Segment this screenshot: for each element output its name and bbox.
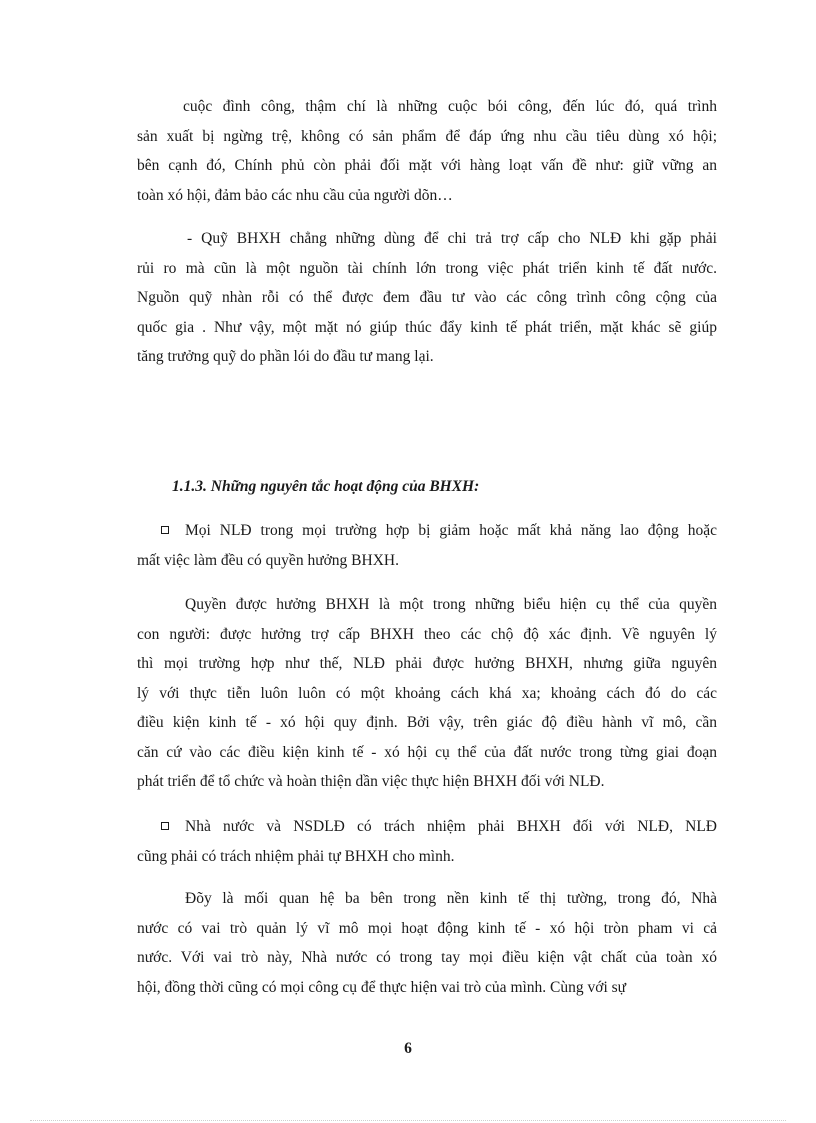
paragraph-line: Đõy là mối quan hệ ba bên trong nền kinh tế thị tường, trong đó, Nhà (185, 890, 717, 907)
paragraph-line: mất việc làm đều có quyền hưởng BHXH. (137, 551, 399, 569)
paragraph-line: nước có vai trò quản lý vĩ mô mọi hoạt động kinh tế - xó hội tròn pham vi cả (137, 919, 717, 937)
paragraph-line: điều kiện kinh tế - xó hội quy định. Bởi vậy, trên giác độ điều hành vĩ mô, cần (137, 714, 717, 731)
paragraph-line: bên cạnh đó, Chính phủ còn phải đối mặt với hàng loạt vấn đề như: giữ vững an (137, 157, 717, 174)
paragraph-line: Mọi NLĐ trong mọi trường hợp bị giảm hoặc mất khả năng lao động hoặc (185, 522, 717, 539)
section-heading: 1.1.3. Những nguyên tắc hoạt động của BHXH: (172, 478, 480, 495)
paragraph-line: Nguồn quỹ nhàn rỗi có thể được đem đầu tư vào các công trình công cộng của (137, 289, 717, 306)
page-bottom-divider (30, 1120, 786, 1121)
paragraph-line: lý với thực tiễn luôn luôn có một khoảng cách khá xa; khoảng cách đó do các (137, 684, 717, 702)
square-bullet-icon (161, 526, 169, 534)
paragraph-line: quốc gia . Như vậy, một mặt nó giúp thúc đẩy kinh tế phát triển, mặt khác sẽ giúp (137, 318, 717, 336)
paragraph-4 (137, 884, 717, 1002)
paragraph-line: hội, đồng thời cũng có mọi công cụ để thực hiện vai trò của mình. Cùng với sự (137, 978, 627, 996)
square-bullet-icon (161, 822, 169, 830)
paragraph-line: cũng phải có trách nhiệm phải tự BHXH cho mình. (137, 847, 455, 865)
paragraph-line: phát triển để tổ chức và hoàn thiện dần việc thực hiện BHXH đối với NLĐ. (137, 773, 605, 790)
paragraph-line: căn cứ vào các điều kiện kinh tế - xó hội cụ thể của đất nước trong từng giai đoạn (137, 743, 717, 761)
paragraph-2 (137, 224, 717, 372)
paragraph-1 (137, 92, 717, 210)
paragraph-line: - Quỹ BHXH chẳng những dùng để chi trả trợ cấp cho NLĐ khi gặp phải (187, 230, 717, 247)
paragraph-line: nước. Với vai trò này, Nhà nước có trong tay mọi điều kiện vật chất của toàn xó (137, 949, 717, 966)
paragraph-line: thì mọi trường hợp như thế, NLĐ phải được hưởng BHXH, nhưng giữa nguyên (137, 655, 717, 672)
page-number: 6 (404, 1040, 412, 1057)
paragraph-line: tăng trưởng quỹ do phần lói do đầu tư mang lại. (137, 348, 434, 365)
paragraph-line: toàn xó hội, đảm bảo các nhu cầu của người dõn… (137, 186, 453, 204)
paragraph-line: sản xuất bị ngừng trệ, không có sản phẩm để đáp ứng nhu cầu tiêu dùng xó hội; (137, 127, 717, 145)
paragraph-3 (137, 590, 717, 797)
bullet-item-2 (137, 812, 717, 871)
paragraph-line: con người: được hưởng trợ cấp BHXH theo các chộ độ xác định. Về nguyên lý (137, 625, 717, 643)
paragraph-line: Quyền được hưởng BHXH là một trong những biểu hiện cụ thể của quyền (185, 596, 717, 613)
bullet-item-1 (137, 516, 717, 575)
paragraph-line: Nhà nước và NSDLĐ có trách nhiệm phải BHXH đối với NLĐ, NLĐ (185, 818, 717, 835)
paragraph-line: cuộc đình công, thậm chí là những cuộc bói công, đến lúc đó, quá trình (183, 98, 717, 115)
paragraph-line: rủi ro mà cũn là một nguồn tài chính lớn trong việc phát triển kinh tế đất nước. (137, 259, 717, 277)
